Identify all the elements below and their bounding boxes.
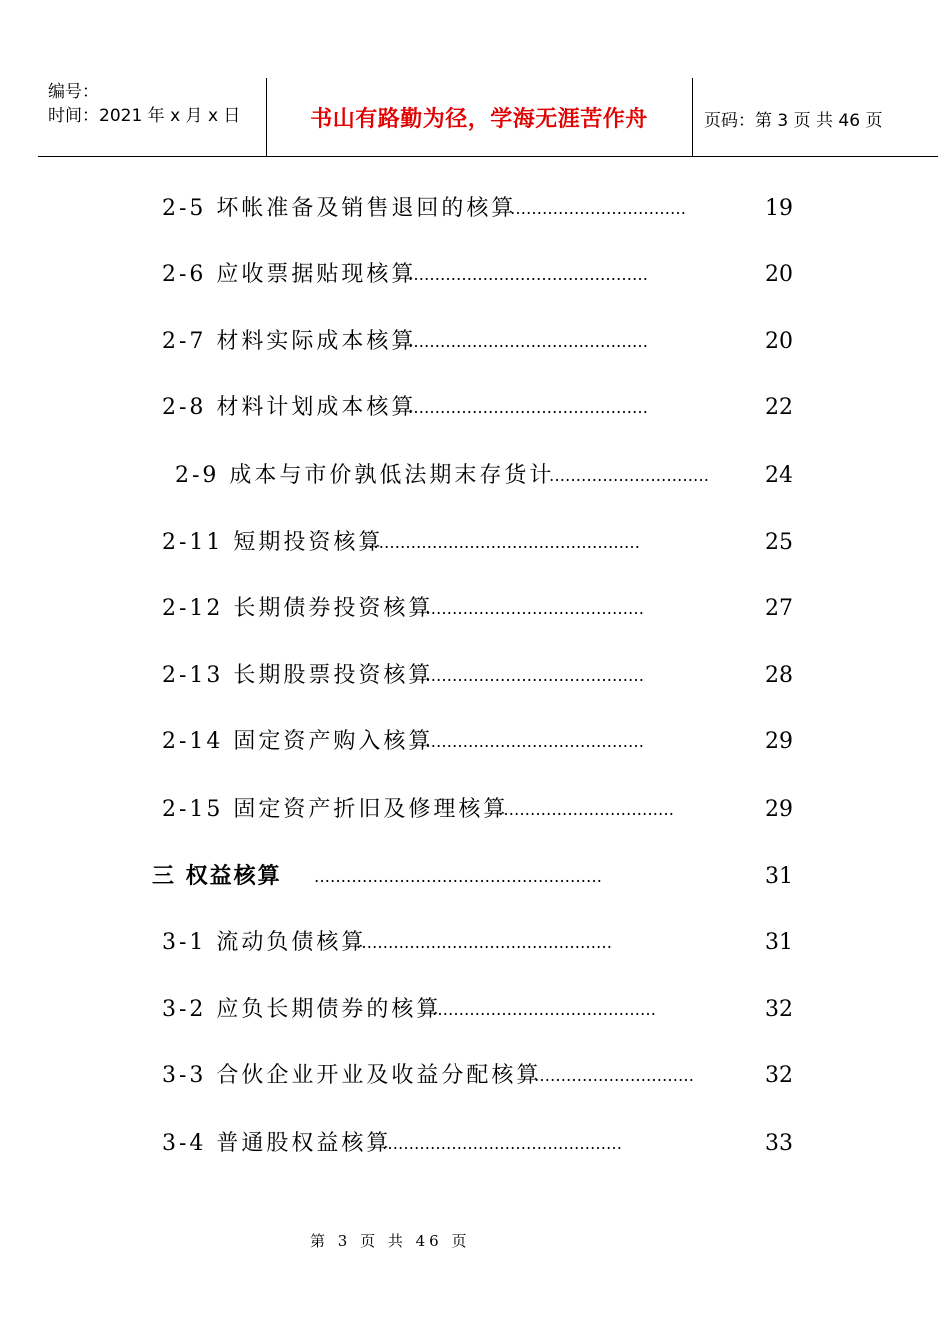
toc-entry-page: 28 [765, 663, 793, 688]
toc-entry-leader: ………………………… [549, 466, 709, 485]
toc-entry-leader: …………………………………… [420, 732, 644, 751]
toc-entry-leader: …………………………………… [420, 599, 644, 618]
toc-entry-label: 2-12 长期债券投资核算 [162, 596, 434, 621]
date-label: 时间：2021 年 x 月 x 日 [48, 106, 241, 126]
toc-entry-label: 3-1 流动负债核算 [162, 930, 367, 955]
toc-entry-page: 29 [765, 729, 793, 754]
header-page-info: 页码：第 3 页 共 46 页 [704, 111, 883, 131]
toc-entry-label: 2-6 应收票据贴现核算 [162, 262, 417, 287]
toc-entry-page: 27 [765, 596, 793, 621]
toc-entry-leader: ……………………………………… [408, 398, 648, 417]
toc-entry-label: 3-2 应负长期债券的核算 [162, 997, 442, 1022]
toc-entry-leader: ……………………………………………… [314, 867, 602, 886]
toc-entry-leader: ………………………………………… [356, 933, 612, 952]
toc-entry-label: 2-14 固定资产购入核算 [162, 729, 434, 754]
toc-entry-leader: …………………………………… [432, 1000, 656, 1019]
toc-entry-label: 2-9 成本与市价孰低法期末存货计 [175, 463, 555, 488]
toc-entry-leader: ……………………………………… [408, 332, 648, 351]
toc-entry-label: 2-13 长期股票投资核算 [162, 663, 434, 688]
page-footer: 第 3 页 共 46 页 [310, 1232, 471, 1250]
toc-entry-leader: …………………………………………… [368, 533, 640, 552]
toc-entry-page: 33 [765, 1131, 793, 1156]
toc-entry-label: 3-4 普通股权益核算 [162, 1131, 392, 1156]
toc-entry-leader: ………………………… [534, 1066, 694, 1085]
toc-entry-page: 31 [765, 930, 793, 955]
toc-entry-page: 32 [765, 1063, 793, 1088]
toc-entry-page: 20 [765, 262, 793, 287]
toc-entry-page: 24 [765, 463, 793, 488]
toc-entry-page: 32 [765, 997, 793, 1022]
header-meta [48, 80, 240, 128]
toc-entry-leader: …………………………… [510, 199, 686, 218]
header-divider-right [692, 78, 693, 156]
header-motto: 书山有路勤为径，学海无涯苦作舟 [310, 107, 648, 132]
toc-entry-leader: …………………………… [498, 800, 674, 819]
toc-entry-page: 19 [765, 196, 793, 221]
toc-entry-label: 2-7 材料实际成本核算 [162, 329, 417, 354]
toc-entry-label: 三 权益核算 [152, 864, 282, 889]
toc-entry-leader: …………………………………… [420, 666, 644, 685]
toc-entry-label: 3-3 合伙企业开业及收益分配核算 [162, 1063, 542, 1088]
toc-entry-leader: ……………………………………… [408, 265, 648, 284]
toc-entry-page: 31 [765, 864, 793, 889]
toc-entry-leader: ……………………………………… [382, 1134, 622, 1153]
toc-entry-label: 2-8 材料计划成本核算 [162, 395, 417, 420]
toc-entry-label: 2-11 短期投资核算 [162, 530, 384, 555]
toc-entry-page: 22 [765, 395, 793, 420]
toc-entry-page: 29 [765, 797, 793, 822]
toc-entry-label: 2-5 坏帐准备及销售退回的核算 [162, 196, 517, 221]
toc-entry-page: 20 [765, 329, 793, 354]
toc-entry-page: 25 [765, 530, 793, 555]
page-header [38, 78, 938, 157]
serial-label: 编号： [48, 82, 99, 102]
toc-entry-label: 2-15 固定资产折旧及修理核算 [162, 797, 509, 822]
